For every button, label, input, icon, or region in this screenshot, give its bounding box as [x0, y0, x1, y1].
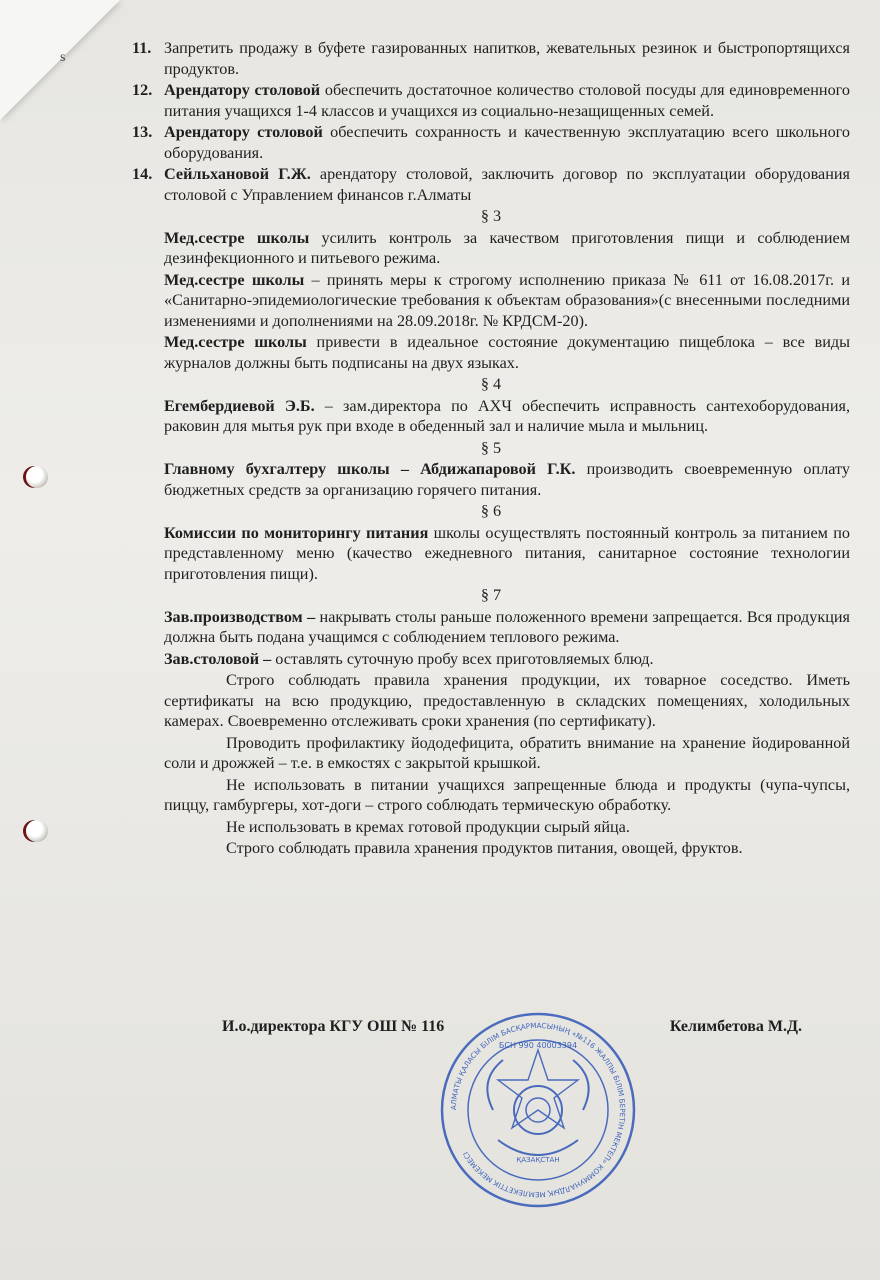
paragraph-bold: Комиссии по мониторингу питания: [164, 523, 429, 542]
item-bold: Сейльхановой Г.Ж.: [164, 165, 311, 183]
official-seal-icon: [438, 1010, 638, 1210]
paragraph-bold: Главному бухгалтеру школы – Абдижапаровой Г.К.: [164, 460, 576, 478]
paragraph-bold: Мед.сестре школы: [164, 333, 307, 351]
list-item: [132, 38, 850, 79]
paragraph-bold: Егембердиевой Э.Б.: [164, 396, 315, 415]
seal-country: ҚАЗАҚСТАН: [516, 1156, 560, 1164]
paragraph-bold: Зав.производством –: [164, 607, 316, 626]
paragraph-text: – зам.директора по АХЧ обеспечить исправность сантехоборудования, раковин для мытья рук при входе в обеденный зал и наличие мыла и мыльниц.: [164, 396, 851, 435]
paragraph: [132, 523, 850, 585]
paragraph-text: усилить контроль за качеством приготовления пищи и соблюдением дезинфекционного и питьевого режима.: [164, 228, 850, 267]
paragraph: [132, 607, 850, 648]
item-number: 13.: [132, 123, 153, 141]
section-heading-5: § 5: [480, 438, 502, 457]
item-body: обеспечить сохранность и качественную эксплуатацию всего школьного оборудования.: [164, 123, 851, 162]
item-number: 11.: [132, 39, 152, 57]
punch-hole-icon: [26, 466, 48, 488]
paragraph: Не использовать в питании учащихся запрещенные блюда и продукты (чупа-чупсы, пиццу, гамбургеры, хот-доги – строго соблюдать термическую обработку.: [164, 775, 850, 814]
paragraph-bold: Мед.сестре школы: [164, 228, 310, 247]
item-number: 12.: [132, 81, 153, 99]
seal-bin: БСН 990 40003394: [498, 1041, 578, 1050]
paragraph: [132, 649, 850, 670]
paragraph-text: накрывать столы раньше положенного времени запрещается. Вся продукция должна быть подана учащимся с соблюдением теплового режима.: [164, 607, 850, 646]
list-item: [132, 80, 850, 121]
item-body: обеспечить достаточное количество столовой посуды для единовременного питания учащихся 1-4 классов и учащихся из социально-незащищенных семей.: [164, 81, 850, 120]
paragraph: Не использовать в кремах готовой продукции сырый яйца.: [226, 817, 630, 836]
paragraph-bold: Мед.сестре школы: [164, 270, 305, 289]
paragraph-text: привести в идеальное состояние документацию пищеблока – все виды журналов должны быть подписаны на двух языках.: [164, 333, 850, 372]
paragraph-text: – принять меры к строгому исполнению приказа № 611 от 16.08.2017г. и «Санитарно-эпидемиологические требования к объектам образования»(с внесенными последними изменениями и дополнениями на 28.09.2018г. № КРДСМ-20).: [164, 270, 850, 330]
item-bold: Арендатору столовой: [164, 81, 321, 99]
document-body: [132, 38, 850, 860]
paragraph-text: производить своевременную оплату бюджетных средств за организацию горячего питания.: [164, 460, 850, 499]
paragraph-text: оставлять суточную пробу всех приготовляемых блюд.: [271, 649, 654, 668]
paragraph: [132, 459, 850, 500]
corner-mark: s: [60, 50, 66, 65]
paragraph: Проводить профилактику йододефицита, обратить внимание на хранение йодированной соли и дрожжей – т.е. в емкостях с закрытой крышкой.: [164, 733, 850, 772]
section-heading-7: § 7: [480, 586, 502, 604]
signatory-name: Келимбетова М.Д.: [669, 1018, 802, 1035]
item-text: [164, 122, 850, 163]
paragraph: [132, 332, 850, 373]
section-heading-3: § 3: [480, 207, 502, 225]
item-bold: Арендатору столовой: [164, 123, 323, 141]
punch-hole-icon: [26, 820, 48, 842]
paragraph: [132, 396, 850, 437]
paragraph: [132, 270, 850, 332]
list-item: [132, 122, 850, 163]
paragraph-bold: Зав.столовой –: [164, 649, 272, 668]
paragraph: Строго соблюдать правила хранения продукции, их товарное соседство. Иметь сертификаты на всю продукцию, предоставленную в складских помещениях, холодильных камерах. Своевременно отслеживать сроки хранения (по сертификату).: [164, 671, 850, 730]
item-text: [164, 164, 850, 205]
paragraph-text: школы осуществлять постоянный контроль за питанием по представленному меню (качество ежедневного питания, санитарное состояние технологии приготовления пищи).: [164, 523, 850, 583]
item-text: [164, 38, 850, 79]
item-text: [164, 80, 850, 121]
item-number: 14.: [132, 165, 153, 183]
item-body: Запретить продажу в буфете газированных напитков, жевательных резинок и быстропортящихся продуктов.: [164, 39, 850, 78]
section-heading-4: § 4: [480, 375, 502, 393]
list-item: [132, 164, 850, 205]
paragraph: [132, 228, 850, 269]
item-body: арендатору столовой, заключить договор по эксплуатации оборудования столовой с Управлением финансов г.Алматы: [164, 165, 851, 204]
seal-outer-text: АЛМАТЫ ҚАЛАСЫ БІЛІМ БАСҚАРМАСЫНЫҢ «№116 ЖАЛПЫ БІЛІМ БЕРЕТІН МЕКТЕП» КОММУНАЛДЫҚ МЕМЛЕКЕТТІК МЕКЕМЕСІ: [448, 1020, 628, 1200]
paragraph: Строго соблюдать правила хранения продуктов питания, овощей, фруктов.: [226, 839, 743, 857]
section-heading-6: § 6: [480, 502, 502, 520]
signatory-position: И.о.директора КГУ ОШ № 116: [222, 1018, 445, 1035]
